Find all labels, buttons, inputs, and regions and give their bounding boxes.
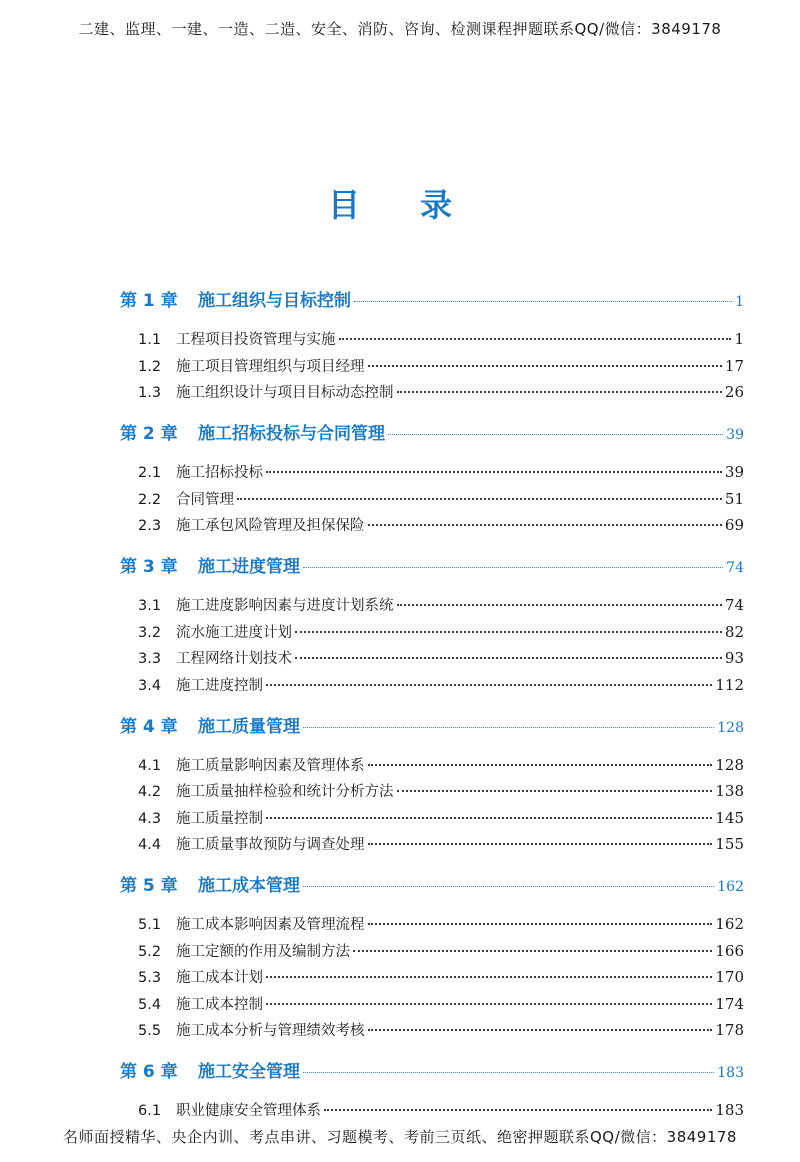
dot-leader [368,524,722,526]
page-number: 183 [715,1101,744,1119]
dot-leader [303,886,714,887]
section-title: 施工成本影响因素及管理流程 [176,917,365,933]
section-title: 施工进度控制 [176,677,263,694]
section-title: 施工成本控制 [176,996,263,1013]
toc-section-row[interactable] [0,328,800,349]
dot-leader [368,843,713,845]
section-number: 3.4 [138,677,162,694]
section-title: 施工承包风险管理及担保保险 [176,518,365,534]
toc-section-row[interactable] [0,355,800,376]
dot-leader [368,365,722,367]
section-title: 施工招标投标 [176,465,263,481]
section-title: 施工定额的作用及编制方法 [176,943,350,960]
dot-leader [237,498,722,500]
toc-section-row[interactable] [0,913,800,934]
section-title: 流水施工进度计划 [176,624,292,641]
toc-chapter-row[interactable] [0,419,800,444]
section-number: 5.3 [138,970,162,986]
chapter-title: 施工质量管理 [198,716,300,737]
toc-section-row[interactable] [0,594,800,615]
section-number: 5.1 [138,917,162,933]
page-number: 112 [715,675,744,694]
section-number: 3.2 [138,624,162,641]
dot-leader [266,817,712,819]
toc-section-row[interactable] [0,966,800,987]
section-number: 3.3 [138,651,162,667]
page-number: 138 [715,782,744,800]
section-number: 6.1 [138,1103,162,1119]
toc-chapter-row[interactable] [0,1057,800,1082]
page-number: 162 [717,879,744,895]
section-title: 施工质量抽样检验和统计分析方法 [176,784,394,800]
page-number: 183 [717,1065,744,1081]
chapter-number: 第 6 章 [120,1062,178,1082]
toc-section-row[interactable] [0,381,800,402]
dot-leader [266,684,712,686]
dot-leader [368,923,713,925]
toc-section-row[interactable] [0,488,800,509]
page-number: 174 [715,994,744,1013]
page-number: 51 [724,489,744,508]
page-number: 39 [724,463,744,481]
section-title: 工程项目投资管理与实施 [176,332,336,348]
toc-section-row[interactable] [0,780,800,801]
section-number: 4.3 [138,810,162,827]
page-number: 145 [715,808,744,827]
dot-leader [303,567,723,568]
chapter-title: 施工成本管理 [198,876,300,896]
dot-leader [354,301,732,302]
page-number: 1 [734,330,744,348]
dot-leader [266,976,712,978]
section-number: 2.1 [138,465,162,481]
toc-chapter-row[interactable] [0,286,800,311]
chapter-title: 施工进度管理 [198,557,300,577]
dot-leader [324,1109,712,1111]
page-title: 目录 [327,186,512,224]
toc-section-row[interactable] [0,1099,800,1120]
chapter-number: 第 2 章 [120,424,178,444]
page-number: 155 [715,835,744,853]
page-number: 170 [715,968,744,986]
page-footer-ad: 名师面授精华、央企内训、考点串讲、习题模考、考前三页纸、绝密押题联系QQ/微信：3849178 [63,1128,737,1146]
dot-leader [397,604,722,606]
toc-chapter-row[interactable] [0,712,800,737]
chapter-number: 第 1 章 [120,291,178,311]
toc-section-row[interactable] [0,1019,800,1040]
chapter-number: 第 3 章 [120,557,178,577]
toc-section-row[interactable] [0,993,800,1014]
page-number: 128 [715,755,744,774]
section-number: 5.2 [138,943,162,960]
toc-section-row[interactable] [0,514,800,535]
page-number: 166 [715,941,744,960]
section-number: 4.1 [138,757,162,774]
dot-leader [397,790,713,792]
section-title: 施工质量影响因素及管理体系 [176,757,365,774]
section-title: 施工质量事故预防与调查处理 [176,837,365,853]
section-number: 2.3 [138,518,162,534]
dot-leader [368,1029,713,1031]
section-title: 工程网络计划技术 [176,651,292,667]
toc-section-row[interactable] [0,621,800,642]
toc-section-row[interactable] [0,754,800,775]
chapter-title: 施工安全管理 [198,1062,300,1082]
toc-section-row[interactable] [0,647,800,668]
toc-section-row[interactable] [0,461,800,482]
toc-chapter-row[interactable] [0,552,800,577]
chapter-number: 第 5 章 [120,876,178,896]
dot-leader [368,764,713,766]
section-number: 1.3 [138,385,162,401]
page-number: 1 [735,294,744,310]
section-number: 2.2 [138,491,162,508]
dot-leader [295,631,722,633]
section-title: 施工组织设计与项目目标动态控制 [176,385,394,401]
section-number: 4.2 [138,784,162,800]
section-title: 施工进度影响因素与进度计划系统 [176,598,394,614]
section-title: 施工质量控制 [176,810,263,827]
page-number: 93 [724,649,744,667]
section-title: 职业健康安全管理体系 [176,1103,321,1119]
chapter-title: 施工招标投标与合同管理 [198,424,385,444]
page-number: 162 [715,915,744,933]
page-number: 82 [724,622,744,641]
page-number: 17 [724,356,744,375]
dot-leader [339,338,732,340]
dot-leader [397,391,722,393]
toc-section-row[interactable] [0,674,800,695]
page-number: 26 [724,383,744,401]
toc-section-row[interactable] [0,940,800,961]
toc-section-row[interactable] [0,833,800,854]
page-number: 69 [724,516,744,534]
section-number: 4.4 [138,837,162,853]
section-number: 1.1 [138,332,162,348]
section-number: 5.5 [138,1023,162,1039]
chapter-number: 第 4 章 [120,716,178,737]
section-number: 5.4 [138,996,162,1013]
section-title: 施工成本分析与管理绩效考核 [176,1023,365,1039]
dot-leader [303,1072,714,1073]
page-number: 74 [726,560,744,576]
toc-chapter-row[interactable] [0,871,800,896]
page-number: 128 [717,719,744,736]
dot-leader [353,950,712,952]
dot-leader [266,471,722,473]
page-number: 178 [715,1021,744,1039]
dot-leader [388,434,723,435]
section-title: 施工项目管理组织与项目经理 [176,358,365,375]
toc-section-row[interactable] [0,807,800,828]
dot-leader [266,1003,712,1005]
page-number: 74 [724,596,744,614]
dot-leader [295,657,722,659]
dot-leader [303,727,714,728]
section-number: 3.1 [138,598,162,614]
page-header-ad: 二建、监理、一建、一造、二造、安全、消防、咨询、检测课程押题联系QQ/微信：3849178 [78,20,722,38]
chapter-title: 施工组织与目标控制 [198,291,351,311]
page-number: 39 [726,427,744,443]
section-title: 合同管理 [176,491,234,508]
section-number: 1.2 [138,358,162,375]
section-title: 施工成本计划 [176,970,263,986]
